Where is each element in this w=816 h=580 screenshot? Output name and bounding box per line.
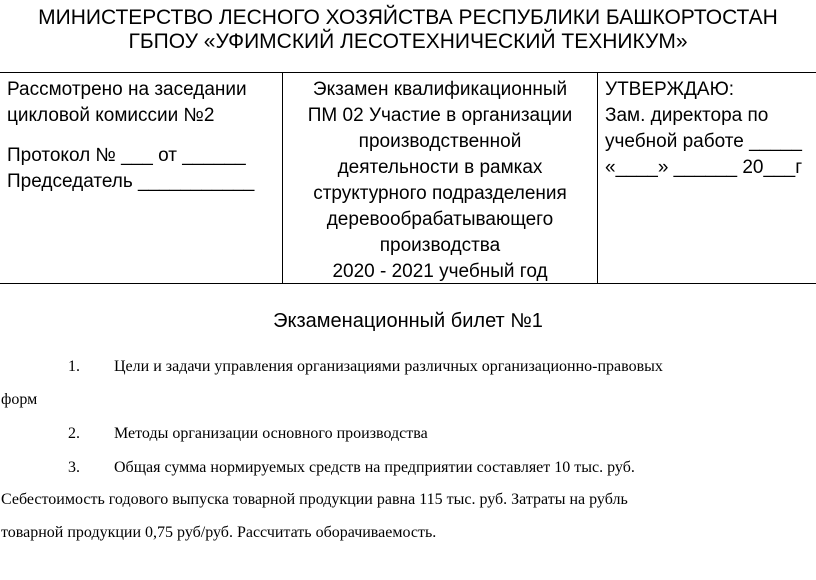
question-3-continuation-2: товарной продукции 0,75 руб/руб. Рассчитать оборачиваемость. — [1, 524, 437, 541]
question-2-number: 2. — [68, 425, 80, 442]
committee-line-1: Рассмотрено на заседании — [7, 79, 247, 100]
date-line: «____» ______ 20___г — [605, 157, 803, 178]
approval-signature-cell — [598, 73, 816, 283]
question-1-text: Цели и задачи управления организациями различных организационно-правовых — [114, 358, 663, 375]
exam-line-1: Экзамен квалификационный — [312, 79, 568, 100]
question-3-continuation-1: Себестоимость годового выпуска товарной продукции равна 115 тыс. руб. Затраты на рубль — [1, 491, 628, 508]
school-title: ГБПОУ «УФИМСКИЙ ЛЕСОТЕХНИЧЕСКИЙ ТЕХНИКУМ» — [128, 30, 688, 53]
exam-line-5: структурного подразделения — [313, 183, 567, 204]
question-3-text: Общая сумма нормируемых средств на предприятии составляет 10 тыс. руб. — [114, 459, 635, 476]
question-1-number: 1. — [68, 358, 80, 375]
academic-year: 2020 - 2021 учебный год — [332, 261, 548, 282]
exam-line-2: ПМ 02 Участие в организации — [307, 105, 573, 126]
exam-description-cell — [283, 73, 598, 283]
committee-line-2: цикловой комиссии №2 — [7, 105, 215, 126]
deputy-director-line: Зам. директора по — [605, 105, 769, 126]
academic-work-line: учебной работе _____ — [605, 131, 802, 152]
question-2-text: Методы организации основного производства — [114, 425, 428, 442]
exam-line-4: деятельности в рамках — [337, 157, 543, 178]
chairman-line: Председатель ___________ — [7, 171, 255, 192]
approval-committee-cell — [0, 73, 283, 283]
question-1-continuation: форм — [1, 391, 38, 408]
exam-line-6: деревообрабатывающего — [326, 209, 554, 230]
approve-heading: УТВЕРЖДАЮ: — [605, 79, 735, 100]
ministry-title: МИНИСТЕРСТВО ЛЕСНОГО ХОЗЯЙСТВА РЕСПУБЛИКИ БАШКОРТОСТАН — [38, 6, 778, 29]
ticket-title: Экзаменационный билет №1 — [273, 310, 543, 332]
exam-line-3: производственной — [358, 131, 522, 152]
question-3-number: 3. — [68, 459, 80, 476]
header-table — [0, 72, 816, 284]
protocol-line: Протокол № ___ от ______ — [7, 145, 246, 166]
exam-line-7: производства — [379, 235, 501, 256]
